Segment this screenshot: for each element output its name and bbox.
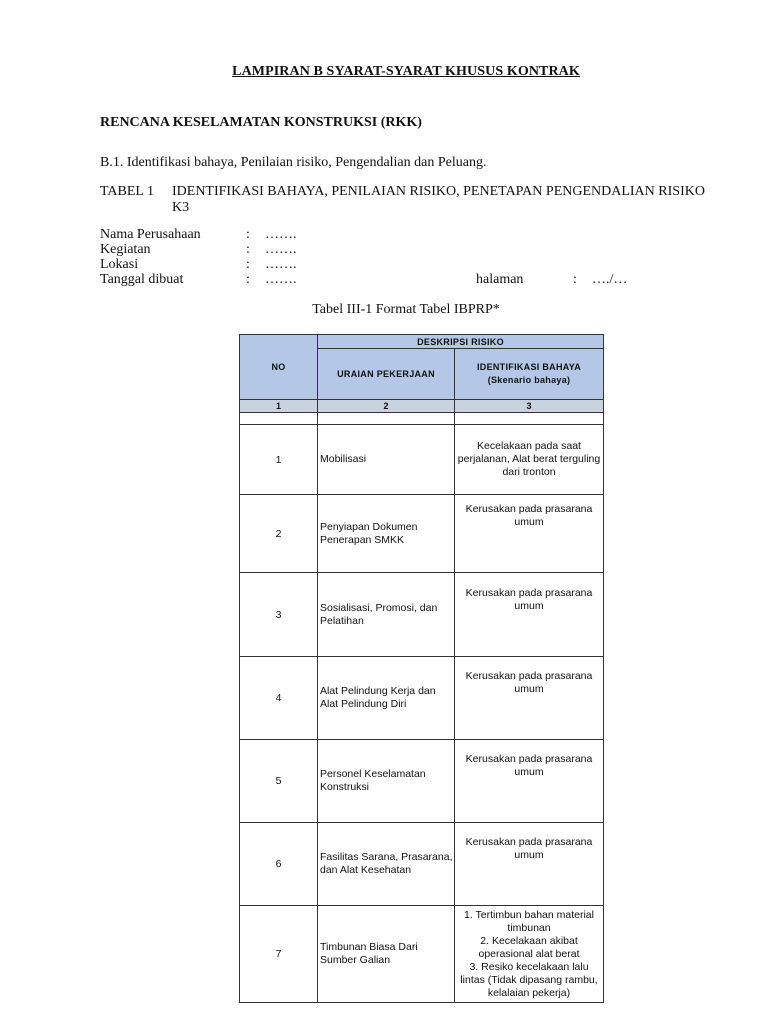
row-no: 6: [240, 823, 318, 906]
header-deskripsi-risiko: DESKRIPSI RISIKO: [318, 335, 604, 349]
column-number: 2: [318, 400, 455, 413]
header-identifikasi: [455, 349, 604, 400]
page-separator: :: [573, 272, 577, 287]
ibprp-table: [239, 334, 604, 1003]
spacer-row: [240, 413, 604, 425]
table-row: [240, 906, 604, 1003]
row-identifikasi: Kerusakan pada prasarana umum: [455, 495, 604, 573]
row-no: 3: [240, 573, 318, 657]
row-identifikasi: Kerusakan pada prasarana umum: [455, 740, 604, 823]
field-value: …….: [265, 227, 297, 242]
field-label: Lokasi: [100, 257, 139, 272]
field-separator: :: [246, 257, 250, 272]
identifikasi-item: 2. Kecelakaan akibat operasional alat berat: [478, 934, 580, 960]
row-identifikasi: Kerusakan pada prasarana umum: [455, 823, 604, 906]
identifikasi-item: 3. Resiko kecelakaan lalu lintas (Tidak dipasang rambu, kelalaian pekerja): [460, 960, 598, 999]
table-row: [240, 573, 604, 657]
row-identifikasi: Kerusakan pada prasarana umum: [455, 657, 604, 740]
table-row: [240, 495, 604, 573]
row-no: 5: [240, 740, 318, 823]
section-title: RENCANA KESELAMATAN KONSTRUKSI (RKK): [100, 115, 422, 130]
document-title: LAMPIRAN B SYARAT-SYARAT KHUSUS KONTRAK: [232, 64, 580, 79]
row-uraian: Sosialisasi, Promosi, dan Pelatihan: [318, 573, 455, 657]
page-value: …./…: [592, 272, 628, 287]
row-identifikasi: Kecelakaan pada saat perjalanan, Alat berat terguling dari tronton: [455, 425, 604, 495]
field-value: …….: [265, 272, 297, 287]
field-separator: :: [246, 242, 250, 257]
header-identifikasi-line1: IDENTIFIKASI BAHAYA: [476, 362, 582, 372]
row-uraian: Mobilisasi: [318, 425, 455, 495]
row-identifikasi: Kerusakan pada prasarana umum: [455, 573, 604, 657]
field-separator: :: [246, 272, 250, 287]
table-caption: Tabel III-1 Format Tabel IBPRP*: [312, 302, 500, 317]
header-no: NO: [240, 335, 318, 400]
table-heading: IDENTIFIKASI BAHAYA, PENILAIAN RISIKO, PENETAPAN PENGENDALIAN RISIKO K3: [172, 184, 705, 215]
column-number: 1: [240, 400, 318, 413]
table-row: [240, 740, 604, 823]
row-no: 7: [240, 906, 318, 1003]
field-label: Tanggal dibuat: [100, 272, 184, 287]
table-row: [240, 823, 604, 906]
row-uraian: Alat Pelindung Kerja dan Alat Pelindung Diri: [318, 657, 455, 740]
column-number: 3: [455, 400, 604, 413]
row-no: 1: [240, 425, 318, 495]
spacer-cell: [240, 413, 318, 425]
spacer-cell: [318, 413, 455, 425]
field-value: …….: [265, 257, 297, 272]
row-no: 4: [240, 657, 318, 740]
row-uraian: Penyiapan Dokumen Penerapan SMKK: [318, 495, 455, 573]
row-uraian: Personel Keselamatan Konstruksi: [318, 740, 455, 823]
header-identifikasi-line2: (Skenario bahaya): [487, 375, 571, 385]
field-label: Nama Perusahaan: [100, 227, 201, 242]
row-uraian: Fasilitas Sarana, Prasarana, dan Alat Kesehatan: [318, 823, 455, 906]
row-identifikasi: [455, 906, 604, 1003]
table-row: [240, 425, 604, 495]
field-value: …….: [265, 242, 297, 257]
row-uraian: Timbunan Biasa Dari Sumber Galian: [318, 906, 455, 1003]
section-paragraph: B.1. Identifikasi bahaya, Penilaian risiko, Pengendalian dan Peluang.: [100, 155, 487, 170]
header-uraian: URAIAN PEKERJAAN: [318, 349, 455, 400]
field-label: Kegiatan: [100, 242, 151, 257]
field-separator: :: [246, 227, 250, 242]
page-label: halaman: [476, 272, 524, 287]
table-row: [240, 657, 604, 740]
table-number-label: TABEL 1: [100, 184, 154, 199]
spacer-cell: [455, 413, 604, 425]
row-no: 2: [240, 495, 318, 573]
identifikasi-item: 1. Tertimbun bahan material timbunan: [464, 908, 594, 934]
